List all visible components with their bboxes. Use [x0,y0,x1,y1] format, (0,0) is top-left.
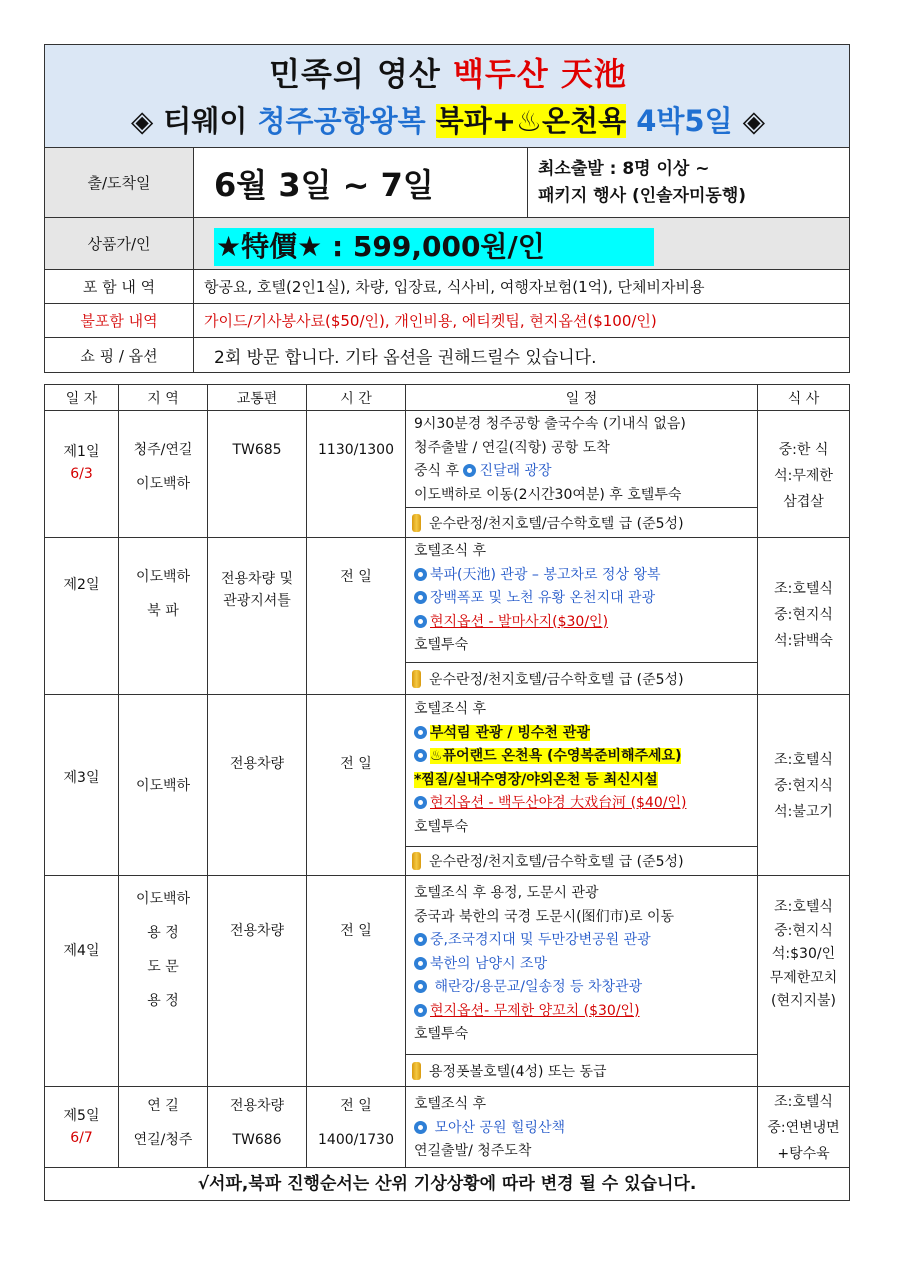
meal-cell: 조:호텔식 중:현지식 석:$30/인 무제한꼬치 (현지지불) [757,875,850,1087]
hotel-icon [412,1062,421,1080]
location-pin-icon [414,749,427,762]
schedule-cell: 호텔조식 후 북파(天池) 관광 – 봉고차로 정상 왕복 장백폭포 및 노천 유황 온천지대 관광 현지옵션 - 발마사지($30/인) 호텔투숙 [405,537,758,662]
col-header-meals: 식 사 [757,384,850,411]
meal-cell: 중:한 식 석:무제한 삼겹살 [757,410,850,538]
region-cell: 이도백하 용 정 도 문 용 정 [118,875,208,1087]
day-cell: 제4일 [44,875,119,1087]
exclude-value: 가이드/기사봉사료($50/인), 개인비용, 에티켓팁, 현지옵션($100/인) [193,303,850,338]
location-pin-icon [414,591,427,604]
price-value: ★特價★ : 599,000원/인 [214,228,654,266]
time-cell: 전 일 1400/1730 [306,1086,406,1168]
shopping-label: 쇼 핑 / 옵션 [44,337,194,373]
departure-note: 최소출발 : 8명 이상 ~ 패키지 행사 (인솔자미동행) [527,147,850,218]
transport-cell: 전용차량 [207,875,307,1087]
title-line-2: ◈ 티웨이 청주공항왕복 북파+♨온천욕 4박5일 ◈ [131,104,765,138]
footer-note: √서파,북파 진행순서는 산위 기상상황에 따라 변경 될 수 있습니다. [44,1167,850,1201]
meal-cell: 조:호텔식 중:현지식 석:닭백숙 [757,537,850,695]
col-header-time: 시 간 [306,384,406,411]
col-header-day: 일 자 [44,384,119,411]
time-cell: 전 일 [306,875,406,1087]
location-pin-icon [414,1004,427,1017]
schedule-cell: 호텔조식 후 모아산 공원 힐링산책 연길출발/ 청주도착 [405,1086,758,1168]
hotel-cell: 용정폿볼호텔(4성) 또는 동급 [405,1054,758,1087]
location-pin-icon [414,933,427,946]
region-cell: 청주/연길 이도백하 [118,410,208,538]
hotel-icon [412,514,421,532]
price-label: 상품가/인 [44,217,194,270]
price-cell [193,217,850,270]
location-pin-icon [414,796,427,809]
time-cell: 전 일 [306,694,406,876]
location-pin-icon [414,957,427,970]
hotel-icon [412,670,421,688]
location-pin-icon [414,568,427,581]
transport-cell: 전용차량 [207,694,307,876]
date-label: 출/도착일 [44,147,194,218]
exclude-label: 불포함 내역 [44,303,194,338]
region-cell: 연 길 연길/청주 [118,1086,208,1168]
hotel-cell: 운수란정/천지호텔/금수학호텔 급 (준5성) [405,662,758,695]
schedule-cell: 호텔조식 후 용정, 도문시 관광 중국과 북한의 국경 도문시(图们市)로 이동 중,조국경지대 및 두만강변공원 관광 북한의 남양시 조망 해란강/용문교/일송정 등 차창관광 현지옵션- 무제한 양꼬치 ($30/인) 호텔투숙 [405,875,758,1054]
hotel-cell: 운수란정/천지호텔/금수학호텔 급 (준5성) [405,507,758,538]
day-cell: 제5일 6/7 [44,1086,119,1168]
transport-cell: TW685 [207,410,307,538]
schedule-cell: 호텔조식 후 부석림 관광 / 빙수천 관광 ♨퓨어랜드 온천욕 (수영복준비해주세요) *찜질/실내수영장/야외온천 등 최신시설 현지옵션 - 백두산야경 大戏台河 ($40/인) 호텔투숙 [405,694,758,846]
col-header-transport: 교통편 [207,384,307,411]
include-label: 포 함 내 역 [44,269,194,304]
location-pin-icon [414,726,427,739]
location-pin-icon [414,980,427,993]
transport-cell: 전용차량 및 관광지셔틀 [207,537,307,695]
day-cell: 제1일 6/3 [44,410,119,538]
title-line-1: 민족의 영산 백두산 天池 [269,55,627,93]
location-pin-icon [414,615,427,628]
time-cell: 1130/1300 [306,410,406,538]
title-banner [44,44,850,148]
day-cell: 제3일 [44,694,119,876]
location-pin-icon [463,464,476,477]
include-value: 항공요, 호텔(2인1실), 차량, 입장료, 식사비, 여행자보험(1억), 단체비자비용 [193,269,850,304]
transport-cell: 전용차량 TW686 [207,1086,307,1168]
col-header-schedule: 일 정 [405,384,758,411]
shopping-value: 2회 방문 합니다. 기타 옵션을 권해드릴수 있습니다. [193,337,850,373]
day-cell: 제2일 [44,537,119,695]
hotel-icon [412,852,421,870]
meal-cell: 조:호텔식 중:연변냉면 +탕수육 [757,1086,850,1168]
hotel-cell: 운수란정/천지호텔/금수학호텔 급 (준5성) [405,846,758,876]
region-cell: 이도백하 [118,694,208,876]
meal-cell: 조:호텔식 중:현지식 석:불고기 [757,694,850,876]
col-header-region: 지 역 [118,384,208,411]
region-cell: 이도백하 북 파 [118,537,208,695]
schedule-cell: 9시30분경 청주공항 출국수속 (기내식 없음) 청주출발 / 연길(직항) 공항 도착 중식 후 진달래 광장 이도백하로 이동(2시간30여분) 후 호텔투숙 [405,410,758,507]
location-pin-icon [414,1121,427,1134]
time-cell: 전 일 [306,537,406,695]
date-value: 6월 3일 ~ 7일 [193,147,528,218]
